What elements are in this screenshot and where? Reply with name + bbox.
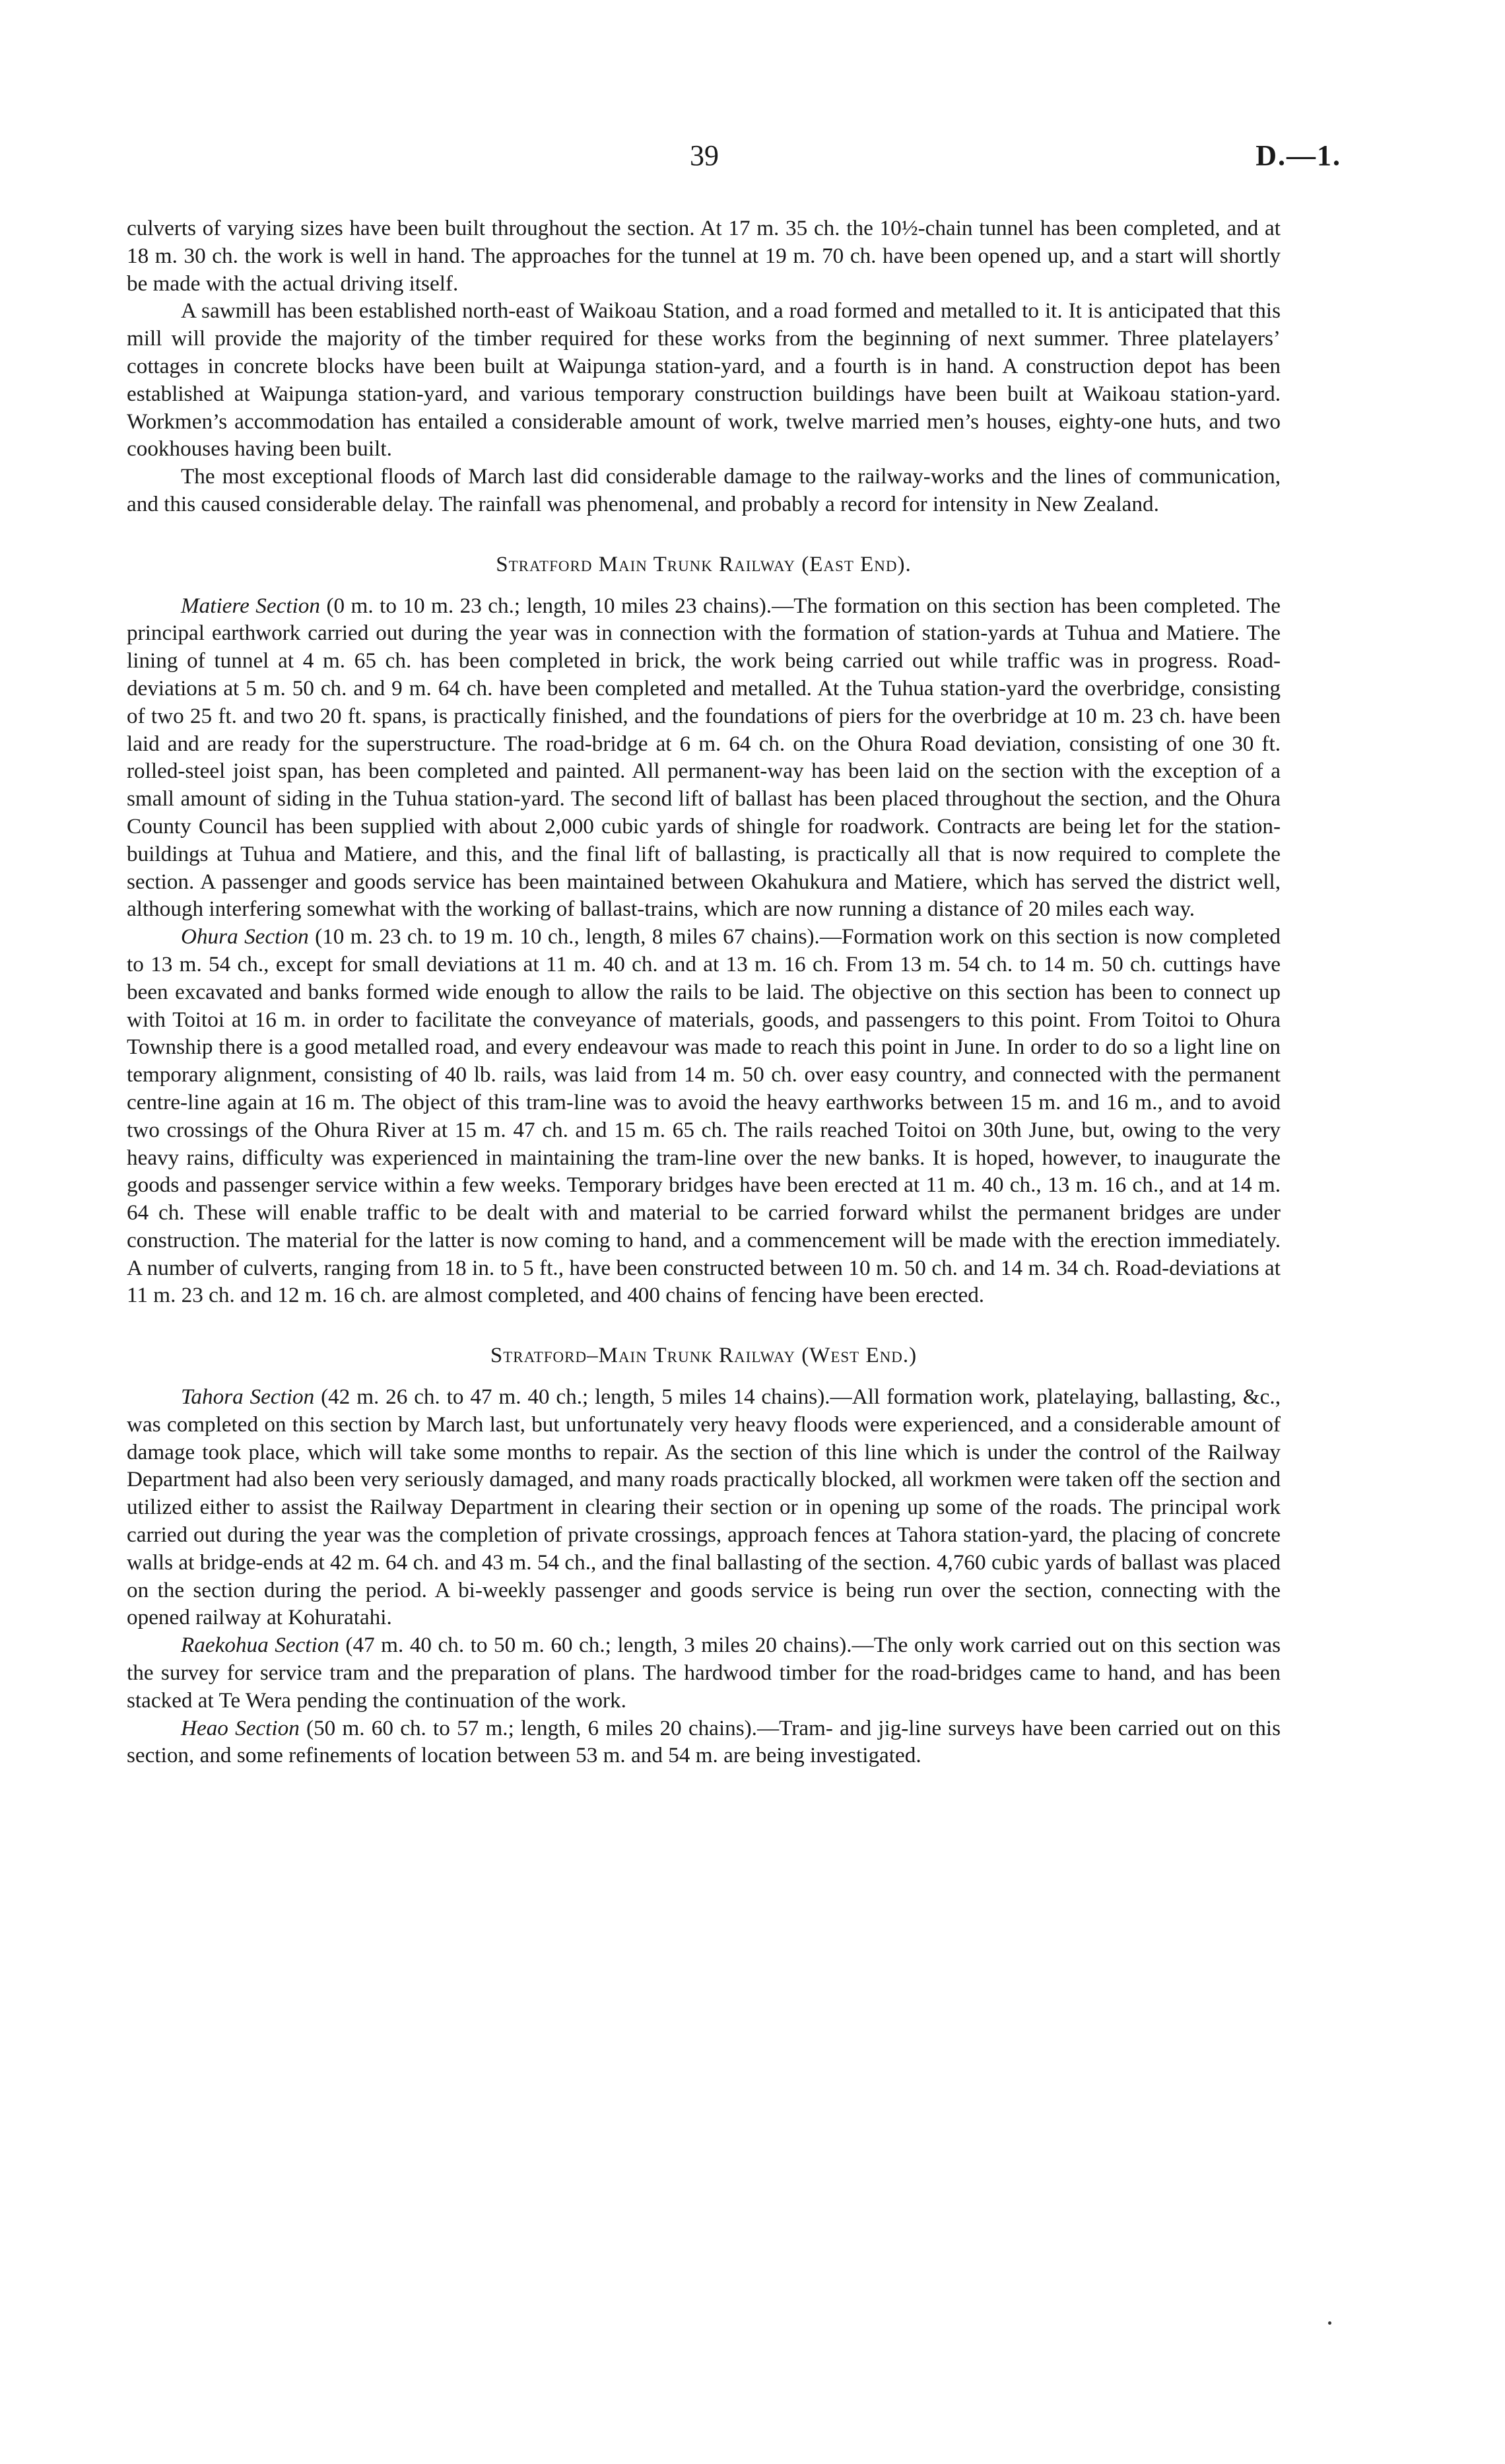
- section-text-matiere: (0 m. to 10 m. 23 ch.; length, 10 miles 23 chains).—The formation on this section has been completed. The principal earthwork carried out during the year was in connection with the formation of station-yards at Tuhua and Matiere. The lining of tunnel at 4 m. 65 ch. has been completed in brick, the work being carried out while traffic was in progress. Road-deviations at 5 m. 50 ch. and 9 m. 64 ch. have been completed and metalled. At the Tuhua station-yard the overbridge, consisting of two 25 ft. and two 20 ft. spans, is practically finished, and the foundations of piers for the overbridge at 10 m. 23 ch. have been laid and are ready for the superstructure. The road-bridge at 6 m. 64 ch. on the Ohura Road deviation, consisting of one 30 ft. rolled-steel joist span, has been completed and painted. All permanent-way has been laid on the section with the exception of a small amount of siding in the Tuhua station-yard. The second lift of ballast has been placed throughout the section, and the Ohura County Council has been supplied with about 2,000 cubic yards of shingle for roadwork. Contracts are being let for the station-buildings at Tuhua and Matiere, and this, and the final lift of ballasting, is practically all that is now required to complete the section. A passenger and goods service has been maintained between Okahukura and Matiere, which has served the district well, although interfering somewhat with the working of ballast-trains, which are now running a distance of 20 miles each way.: [127, 593, 1281, 922]
- paragraph-sawmill: A sawmill has been established north-east of Waikoau Station, and a road formed and metalled to it. It is anticipated that this mill will provide the majority of the timber required for these works from the beginning of next summer. Three platelayers’ cottages in concrete blocks have been built at Waipunga station-yard, and a fourth is in hand. A construction depot has been established at Waipunga station-yard, and various temporary construction buildings have been built at Waikoau station-yard. Workmen’s accommodation has entailed a considerable amount of work, twelve married men’s houses, eighty-one huts, and two cookhouses having been built.: [127, 298, 1281, 462]
- page-number: 39: [690, 139, 719, 172]
- section-text-heao: (50 m. 60 ch. to 57 m.; length, 6 miles 20 chains).—Tram- and jig-line surveys have been carried out on this section, and some refinements of location between 53 m. and 54 m. are being investigated.: [127, 1715, 1281, 1768]
- paragraph-ohura-section: [127, 923, 1281, 1309]
- stray-dot-mark: [1328, 2321, 1331, 2325]
- document-reference: D.—1.: [1255, 139, 1341, 172]
- heading-west-end: Stratford–Main Trunk Railway (West End.): [490, 1344, 918, 1368]
- body-text: [127, 215, 1281, 1769]
- paragraph-heao-section: [127, 1715, 1281, 1770]
- section-name-heao: Heao Section: [181, 1715, 300, 1740]
- paragraph-culverts: culverts of varying sizes have been built throughout the section. At 17 m. 35 ch. the 10½-chain tunnel has been completed, and at 18 m. 30 ch. the work is well in hand. The approaches for the tunnel at 19 m. 70 ch. have been opened up, and a start will shortly be made with the actual driving itself.: [127, 216, 1281, 296]
- section-name-raekohua: Raekohua Section: [181, 1633, 339, 1658]
- section-text-raekohua: (47 m. 40 ch. to 50 m. 60 ch.; length, 3 miles 20 chains).—The only work carried out on this section was the survey for service tram and the preparation of plans. The hardwood timber for the road-bridges came to hand, and has been stacked at Te Wera pending the continuation of the work.: [127, 1633, 1281, 1713]
- heading-east-end: Stratford Main Trunk Railway (East End).: [496, 552, 912, 576]
- paragraph-matiere-section: [127, 592, 1281, 924]
- paragraph-raekohua-section: [127, 1631, 1281, 1714]
- section-text-ohura: (10 m. 23 ch. to 19 m. 10 ch., length, 8 miles 67 chains).—Formation work on this section is now completed to 13 m. 54 ch., except for small deviations at 11 m. 40 ch. and at 13 m. 16 ch. From 13 m. 54 ch. to 14 m. 50 ch. cuttings have been excavated and banks formed wide enough to allow the rails to be laid. The objective on this section has been to connect up with Toitoi at 16 m. in order to facilitate the conveyance of materials, goods, and passengers to this point. From Toitoi to Ohura Township there is a good metalled road, and every endeavour was made to reach this point in June. In order to do so a light line on temporary alignment, consisting of 40 lb. rails, was laid from 14 m. 50 ch. over easy country, and connected with the permanent centre-line again at 16 m. The object of this tram-line was to avoid the heavy earthworks between 15 m. and 16 m., and to avoid two crossings of the Ohura River at 15 m. 47 ch. and 15 m. 65 ch. The rails reached Toitoi on 30th June, but, owing to the very heavy rains, difficulty was experienced in maintaining the tram-line over the new banks. It is hoped, however, to inaugurate the goods and passenger service within a few weeks. Temporary bridges have been erected at 11 m. 40 ch., 13 m. 16 ch., and at 14 m. 64 ch. These will enable traffic to be dealt with and material to be carried forward whilst the permanent bridges are under construction. The material for the latter is now coming to hand, and a commencement will be made with the erection immediately. A number of culverts, ranging from 18 in. to 5 ft., have been constructed between 10 m. 50 ch. and 14 m. 34 ch. Road-deviations at 11 m. 23 ch. and 12 m. 16 ch. are almost completed, and 400 chains of fencing have been erected.: [127, 924, 1281, 1308]
- section-text-tahora: (42 m. 26 ch. to 47 m. 40 ch.; length, 5 miles 14 chains).—All formation work, platelaying, ballasting, &c., was completed on this section by March last, but unfortunately very heavy floods were experienced, and a considerable amount of damage took place, which will take some months to repair. As the section of this line which is under the control of the Railway Department had also been very seriously damaged, and many roads practically blocked, all workmen were taken off the section and utilized either to assist the Railway Department in clearing their section or in opening up some of the roads. The principal work carried out during the year was the completion of private crossings, approach fences at Tahora station-yard, the placing of concrete walls at bridge-ends at 42 m. 64 ch. and 43 m. 54 ch., and the final ballasting of the section. 4,760 cubic yards of ballast was placed on the section during the period. A bi-weekly passenger and goods service is being run over the section, connecting with the opened railway at Kohuratahi.: [127, 1385, 1281, 1630]
- section-name-tahora: Tahora Section: [181, 1385, 315, 1410]
- page-header: [0, 139, 1505, 185]
- paragraph-floods: The most exceptional floods of March last did considerable damage to the railway-works and the lines of communication, and this caused considerable delay. The rainfall was phenomenal, and probably a record for intensity in New Zealand.: [127, 464, 1281, 516]
- section-name-ohura: Ohura Section: [181, 924, 309, 949]
- paragraph-tahora-section: [127, 1383, 1281, 1631]
- section-name-matiere: Matiere Section: [181, 593, 320, 618]
